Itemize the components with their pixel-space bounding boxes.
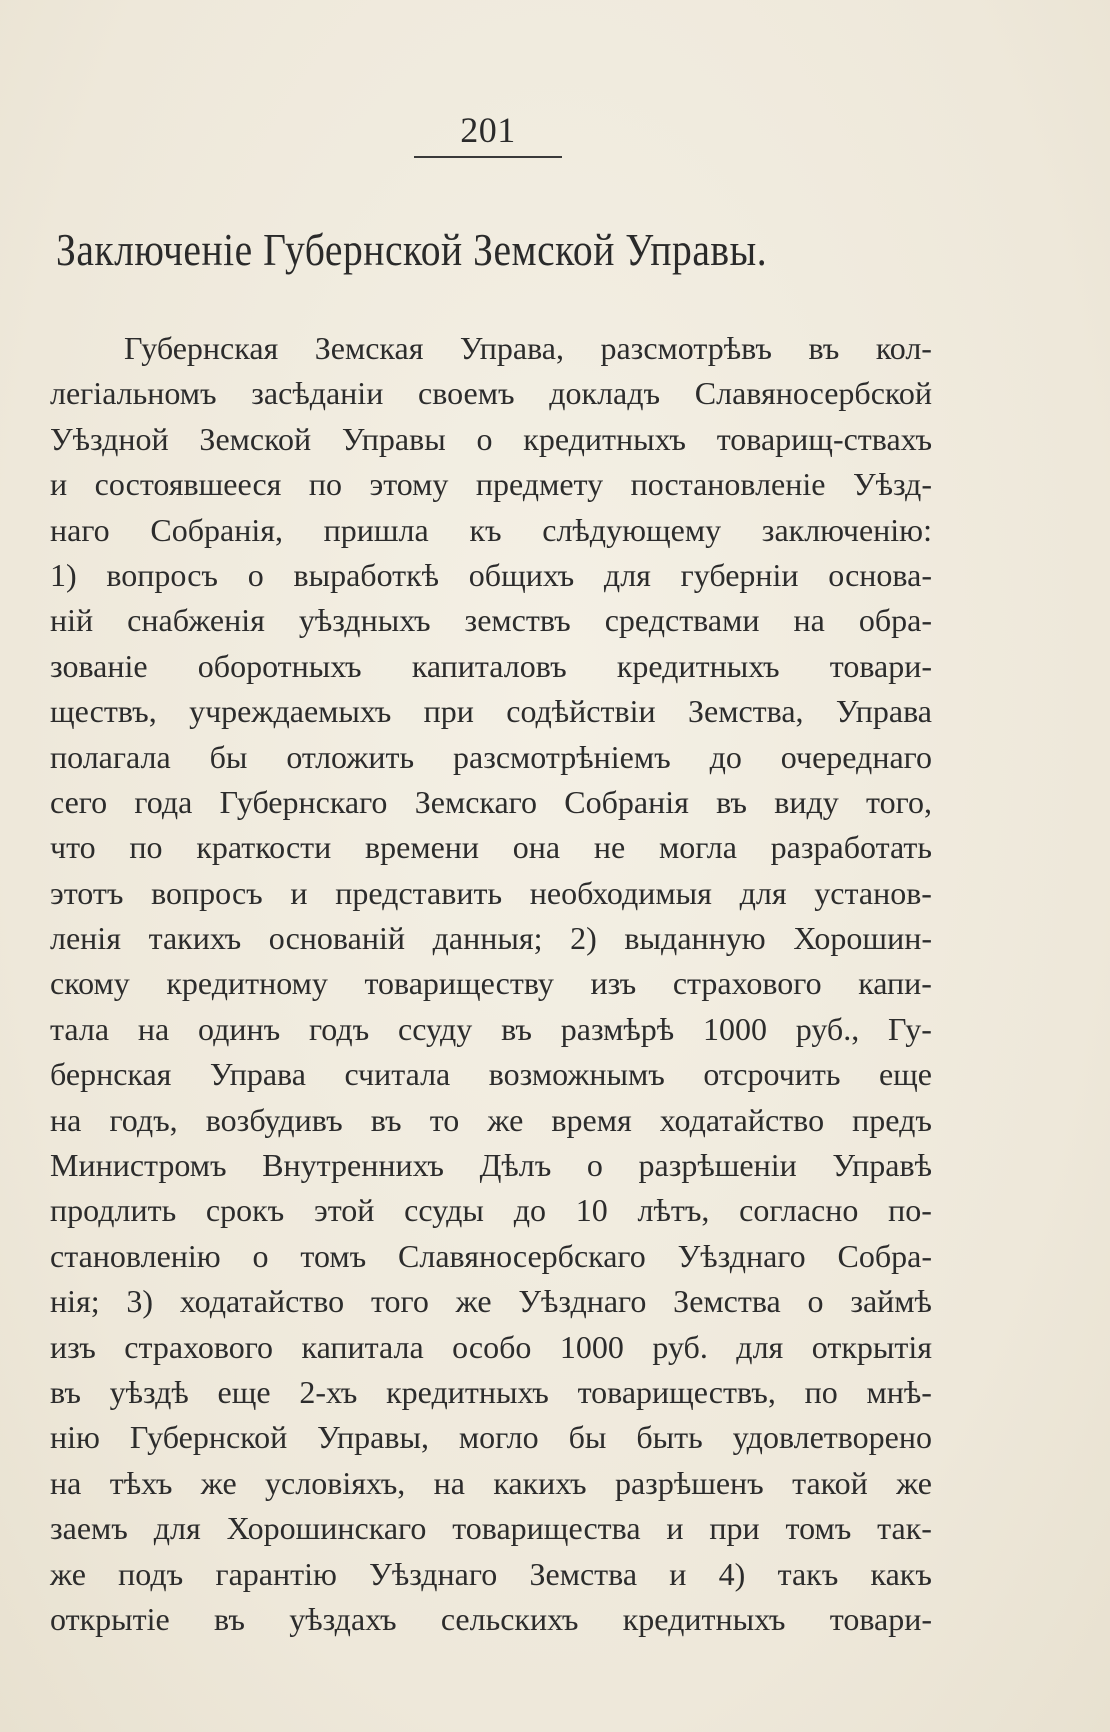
word: наго [50, 511, 110, 548]
text-line [50, 1279, 932, 1324]
text-line [50, 508, 932, 553]
word: руб. [652, 1328, 708, 1365]
text-line [50, 1597, 932, 1642]
word: разсмотрѣніемъ [453, 738, 671, 775]
word: Хорошинскаго [226, 1510, 427, 1547]
word: 3) [126, 1283, 154, 1320]
word: изъ [50, 1328, 96, 1365]
word: Управы, [317, 1419, 429, 1456]
word: своемъ [418, 375, 515, 412]
word: открытіе [50, 1600, 170, 1637]
word: 1) [50, 556, 77, 593]
text-line [50, 417, 932, 462]
word: на [50, 1464, 82, 1501]
word: Уѣзднаго [369, 1555, 498, 1592]
word: время [551, 1101, 632, 1138]
word: не [593, 829, 626, 866]
word: ходатайство [659, 1101, 825, 1138]
text-line [50, 462, 932, 507]
text-line [50, 1325, 932, 1370]
word: могло [458, 1419, 539, 1456]
text-line [50, 1098, 932, 1143]
word: уѣздахъ [289, 1600, 397, 1637]
text-line [50, 1143, 932, 1188]
word: изъ [590, 965, 637, 1002]
word: до [513, 1192, 546, 1229]
word: Губернская [124, 330, 279, 366]
word: въ [50, 1373, 81, 1410]
word: времени [365, 829, 480, 866]
word: легіальномъ [50, 375, 217, 412]
word: бы [568, 1419, 607, 1456]
text-line [50, 1461, 932, 1506]
text-line [50, 689, 932, 734]
word: Управы [341, 420, 446, 457]
word: такой [792, 1464, 868, 1501]
word: данныя; [432, 920, 543, 957]
word: въ [501, 1010, 532, 1047]
word: что [50, 829, 96, 866]
word: капиталовъ [411, 647, 567, 684]
word: ній [50, 602, 94, 639]
word: общихъ [468, 556, 575, 593]
text-line [50, 735, 932, 780]
word: срокъ [205, 1192, 285, 1229]
word: нію [50, 1419, 100, 1456]
word: товарищества [452, 1510, 641, 1547]
word: заемъ [50, 1510, 128, 1547]
word: установ- [814, 874, 932, 911]
word: одинъ [197, 1010, 281, 1047]
body-paragraph [50, 326, 932, 1642]
word: же [487, 1101, 524, 1138]
text-line [50, 1052, 932, 1097]
word: скому [50, 965, 130, 1002]
word: продлить [50, 1192, 177, 1229]
word: при [423, 693, 474, 730]
word: годъ, [109, 1101, 178, 1138]
text-line [50, 371, 932, 416]
word: представить [335, 874, 503, 911]
word: ществъ, [50, 693, 157, 730]
word: Управѣ [832, 1147, 932, 1184]
word: Управа, [459, 330, 564, 366]
word: зованіе [50, 647, 148, 684]
word: товариществъ, [577, 1373, 776, 1410]
text-line [50, 1415, 932, 1460]
text-line [50, 553, 932, 598]
word: того, [866, 783, 932, 820]
word: вопросъ [151, 874, 263, 911]
word: тала [50, 1010, 110, 1047]
word: состоявшееся [94, 466, 282, 503]
word: кол- [875, 330, 932, 366]
word: разрѣшеніи [638, 1147, 797, 1184]
word: о [252, 1237, 269, 1274]
word: по [804, 1373, 838, 1410]
word: и [290, 874, 308, 911]
word: на [433, 1464, 465, 1501]
word: основаній [268, 920, 405, 957]
word: подъ [118, 1555, 184, 1592]
word: бернская [50, 1056, 172, 1093]
word: о [476, 420, 493, 457]
text-line [50, 598, 932, 643]
word: докладъ [549, 375, 661, 412]
word: средствами [604, 602, 760, 639]
text-line [50, 1370, 932, 1415]
text-line [50, 1234, 932, 1279]
word: предъ [852, 1101, 932, 1138]
word: уѣздныхъ [298, 602, 431, 639]
word: становленію [50, 1237, 221, 1274]
word: Земская [314, 330, 424, 366]
word: считала [344, 1056, 451, 1093]
word: постановленіе [630, 466, 826, 503]
word: разработать [770, 829, 932, 866]
word: тѣхъ [109, 1464, 173, 1501]
text-line [50, 1188, 932, 1233]
word: о [807, 1283, 824, 1320]
word: разсмотрѣвъ [600, 330, 772, 366]
text-line [50, 326, 932, 371]
word: о [247, 556, 264, 593]
word: для [603, 556, 651, 593]
word: при [709, 1510, 760, 1547]
text-line [50, 1007, 932, 1052]
word: Губернскаго [219, 783, 388, 820]
word: Собра- [837, 1237, 932, 1274]
word: въ [214, 1600, 245, 1637]
word: о [586, 1147, 603, 1184]
word: так- [877, 1510, 932, 1547]
text-line [50, 916, 932, 961]
word: земствъ [464, 602, 571, 639]
word: же [50, 1555, 86, 1592]
word: выданную [624, 920, 766, 957]
word: ссуды [404, 1192, 484, 1229]
word: страхового [672, 965, 822, 1002]
word: ходатайство [179, 1283, 345, 1320]
text-line [50, 825, 932, 870]
word: капи- [858, 965, 932, 1002]
word: удовлетворено [732, 1419, 932, 1456]
word: для [739, 874, 787, 911]
word: по [308, 466, 342, 503]
word: кредитныхъ [523, 420, 686, 457]
word: страхового [124, 1328, 274, 1365]
word: виду [774, 783, 839, 820]
word: Земской [199, 420, 312, 457]
word: руб., [795, 1010, 860, 1047]
word: къ [469, 511, 502, 548]
word: кредитныхъ [616, 647, 780, 684]
word: же [200, 1464, 237, 1501]
word: на [50, 1101, 82, 1138]
word: условіяхъ, [265, 1464, 406, 1501]
word: по [129, 829, 163, 866]
word: губерніи [680, 556, 799, 593]
word: томъ [785, 1510, 852, 1547]
word: въ [808, 330, 840, 366]
word: бы [209, 738, 248, 775]
word: открытія [811, 1328, 932, 1365]
word: уѣздѣ [109, 1373, 189, 1410]
word: обра- [858, 602, 932, 639]
word: она [512, 829, 561, 866]
word: быть [636, 1419, 703, 1456]
word: содѣйствіи [506, 693, 656, 730]
word: нія; [50, 1283, 100, 1320]
word: Уѣзднаго [677, 1237, 806, 1274]
word: Министромъ [50, 1147, 227, 1184]
word: согласно [739, 1192, 859, 1229]
word: учреждаемыхъ [189, 693, 392, 730]
word: выработкѣ [293, 556, 440, 593]
word: года [134, 783, 193, 820]
word: для [153, 1510, 201, 1547]
word: Собранія, [150, 511, 283, 548]
section-heading: Заключеніе Губернской Земской Управы. [56, 224, 768, 275]
word: капитала [301, 1328, 424, 1365]
word: и [669, 1555, 687, 1592]
word: мнѣ- [866, 1373, 932, 1410]
word: отсрочить [703, 1056, 841, 1093]
word: гарантію [215, 1555, 337, 1592]
word: 1000 [559, 1328, 624, 1365]
word: Управа [835, 693, 932, 730]
word: Собранія [564, 783, 689, 820]
word: такихъ [148, 920, 242, 957]
word: засѣданіи [251, 375, 384, 412]
word: 2) [570, 920, 597, 957]
word: товари- [829, 647, 932, 684]
word: товарищ-ствахъ [716, 420, 932, 457]
word: Земства [673, 1283, 781, 1320]
page-number: 201 [460, 110, 516, 150]
word: такъ [777, 1555, 839, 1592]
word: по- [888, 1192, 932, 1229]
page-number-underline [414, 156, 562, 158]
word: полагала [50, 738, 171, 775]
word: Уѣзднаго [518, 1283, 647, 1320]
word: размѣрѣ [560, 1010, 675, 1047]
word: Хорошин- [793, 920, 932, 957]
word: Управа [209, 1056, 306, 1093]
word: томъ [300, 1237, 367, 1274]
word: и [50, 466, 68, 503]
word: этой [313, 1192, 375, 1229]
word: заключенію: [761, 511, 932, 548]
word: 1000 [702, 1010, 767, 1047]
text-line [50, 780, 932, 825]
word: 10 [575, 1192, 608, 1229]
word: того [370, 1283, 429, 1320]
word: Внутреннихъ [262, 1147, 444, 1184]
word: особо [452, 1328, 532, 1365]
word: на [793, 602, 825, 639]
word: кредитныхъ [622, 1600, 786, 1637]
word: годъ [308, 1010, 370, 1047]
word: какихъ [493, 1464, 587, 1501]
word: снабженія [127, 602, 265, 639]
word: краткости [196, 829, 332, 866]
word: сего [50, 783, 108, 820]
word: этотъ [50, 874, 124, 911]
word: возбудивъ [205, 1101, 343, 1138]
word: для [736, 1328, 784, 1365]
word: Гу- [888, 1010, 932, 1047]
word: то [429, 1101, 460, 1138]
word: основа- [828, 556, 932, 593]
text-line [50, 961, 932, 1006]
word: кредитныхъ [386, 1373, 549, 1410]
word: Славяносербскаго [398, 1237, 646, 1274]
text-line [50, 644, 932, 689]
word: 2-хъ [299, 1373, 358, 1410]
word: пришла [323, 511, 429, 548]
word: на [137, 1010, 170, 1047]
word: въ [716, 783, 747, 820]
word: Губернской [129, 1419, 288, 1456]
word: еще [878, 1056, 932, 1093]
word: оборотныхъ [197, 647, 362, 684]
word: займѣ [850, 1283, 932, 1320]
word: и [666, 1510, 684, 1547]
text-line [50, 871, 932, 916]
word: же [896, 1464, 932, 1501]
word: же [455, 1283, 492, 1320]
word: какъ [870, 1555, 932, 1592]
word: ленія [50, 920, 121, 957]
word: Земскаго [414, 783, 537, 820]
word: товари- [829, 1600, 932, 1637]
word: этому [369, 466, 449, 503]
word: вопросъ [106, 556, 218, 593]
word: до [709, 738, 742, 775]
text-line [50, 1506, 932, 1551]
word: лѣтъ, [637, 1192, 710, 1229]
word: Земства, [687, 693, 804, 730]
word: кредитному [166, 965, 328, 1002]
word: Уѣздной [50, 420, 169, 457]
word: сельскихъ [440, 1600, 579, 1637]
word: необходимыя [529, 874, 712, 911]
word: могла [658, 829, 737, 866]
word: Дѣлъ [479, 1147, 552, 1184]
word: 4) [718, 1555, 746, 1592]
word: еще [217, 1373, 271, 1410]
word: товариществу [364, 965, 554, 1002]
text-line [50, 1552, 932, 1597]
word: слѣдующему [542, 511, 722, 548]
word: Славяносербской [694, 375, 932, 412]
page-number-block [414, 110, 562, 158]
word: разрѣшенъ [614, 1464, 764, 1501]
word: ссуду [398, 1010, 473, 1047]
word: Земства [529, 1555, 638, 1592]
word: предмету [475, 466, 604, 503]
word: Уѣзд- [852, 466, 932, 503]
word: возможнымъ [488, 1056, 665, 1093]
word: въ [370, 1101, 402, 1138]
word: очереднаго [780, 738, 932, 775]
word: отложить [286, 738, 415, 775]
